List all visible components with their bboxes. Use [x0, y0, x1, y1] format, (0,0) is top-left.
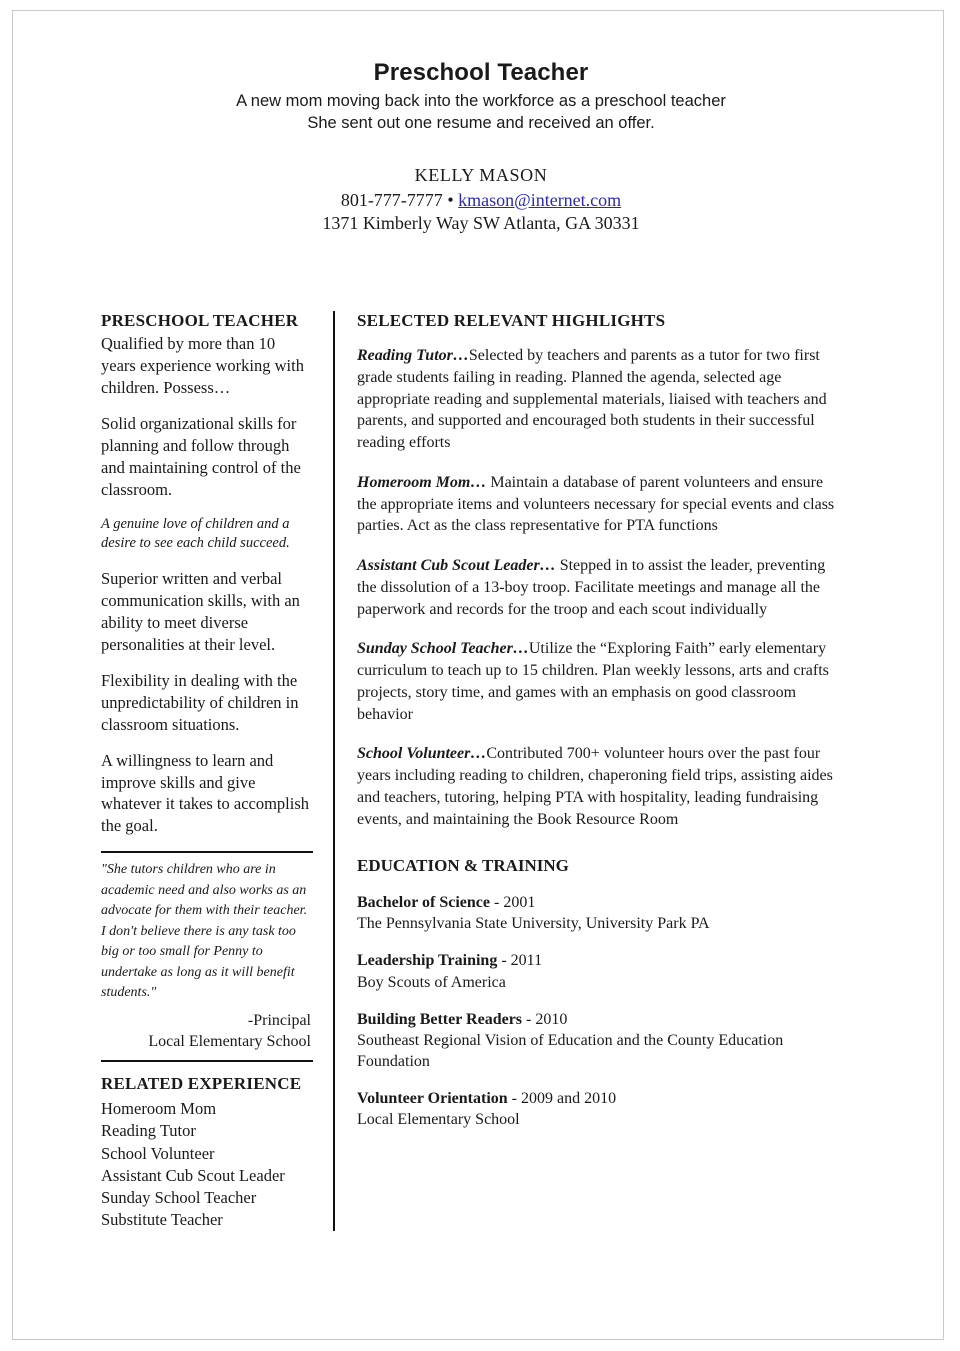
contact-separator: • [447, 189, 454, 210]
section-heading-preschool-teacher: PRESCHOOL TEACHER [101, 311, 299, 330]
education-institution: The Pennsylvania State University, University Park PA [357, 915, 710, 933]
education-institution: Local Elementary School [357, 1111, 520, 1129]
section-heading-related-experience: RELATED EXPERIENCE [101, 1074, 302, 1094]
testimonial-attribution-role: -Principal [247, 1012, 311, 1030]
highlight-title: Reading Tutor… [357, 347, 469, 364]
left-column [101, 311, 333, 1231]
section-heading-education-training: EDUCATION & TRAINING [357, 856, 569, 876]
highlight-text: Maintain a database of parent volunteers and ensure the appropriate items and volunteers necessary for special events and class parties. Act as the class representative for PTA functions [357, 473, 835, 535]
highlight-title: School Volunteer… [357, 745, 487, 763]
highlight-text: Stepped in to assist the leader, preventing the dissolution of a 13-boy troop. Facilitate meetings and manage all the paperwork and records for the troop and each scout individually [357, 557, 826, 618]
candidate-email-link[interactable]: kmason@internet.com [458, 189, 622, 210]
related-experience-list [101, 1098, 313, 1230]
education-entry [357, 1088, 835, 1130]
page-subtitle-line-1: A new mom moving back into the workforce as a preschool teacher [236, 92, 726, 110]
education-year: - 2009 and 2010 [507, 1090, 617, 1108]
education-year: - 2001 [490, 894, 536, 912]
candidate-address: 1371 Kimberly Way SW Atlanta, GA 30331 [322, 212, 640, 233]
summary-paragraph: Solid organizational skills for planning and follow through and maintaining control of the classroom. [101, 413, 301, 499]
page-subtitle-line-2: She sent out one resume and received an offer. [307, 114, 655, 133]
testimonial-divider [101, 1060, 313, 1062]
highlight-title: Homeroom Mom… [357, 473, 487, 491]
education-entry [357, 892, 835, 934]
candidate-phone: 801-777-7777 [340, 189, 443, 210]
summary-paragraph: Qualified by more than 10 years experience working with children. Possess… [101, 334, 304, 397]
education-year: - 2011 [497, 952, 543, 970]
education-degree: Building Better Readers [357, 1010, 523, 1028]
document-header [101, 59, 861, 234]
testimonial-attribution-org: Local Elementary School [148, 1032, 311, 1050]
education-degree: Volunteer Orientation [357, 1090, 508, 1108]
testimonial-attribution [101, 1011, 313, 1052]
resume-page [12, 10, 944, 1340]
list-item: Substitute Teacher [101, 1209, 223, 1229]
list-item: School Volunteer [101, 1143, 215, 1163]
summary-paragraph: Flexibility in dealing with the unpredictability of children in classroom situations. [101, 670, 299, 734]
testimonial-block [101, 851, 313, 1052]
section-heading-selected-relevant-highlights: SELECTED RELEVANT HIGHLIGHTS [357, 311, 666, 330]
education-entry [357, 950, 835, 992]
header-spacer [101, 135, 861, 165]
education-degree: Leadership Training [357, 952, 498, 970]
candidate-name: KELLY MASON [414, 164, 548, 185]
highlight-text: Utilize the “Exploring Faith” early elementary curriculum to teach up to 15 children. Plan weekly lessons, arts and crafts projects, story time, and games with an emphasis on good classroom behavior [357, 640, 829, 723]
right-column [335, 311, 835, 1146]
education-entry [357, 1009, 835, 1072]
highlight-title: Assistant Cub Scout Leader… [357, 557, 556, 574]
highlight-item [357, 472, 835, 537]
summary-paragraph: Superior written and verbal communication skills, with an ability to meet diverse personalities at their level. [101, 569, 300, 654]
summary-paragraph: A willingness to learn and improve skills and give whatever it takes to accomplish the goal. [101, 750, 310, 836]
highlight-item [357, 345, 835, 454]
list-item: Reading Tutor [101, 1121, 196, 1141]
summary-paragraph: A genuine love of children and a desire to see each child succeed. [101, 515, 290, 552]
highlight-item [357, 555, 835, 620]
list-item: Homeroom Mom [101, 1099, 217, 1119]
highlight-text: Contributed 700+ volunteer hours over the past four years including reading to children, chaperoning field trips, assisting aides and teachers, tutoring, helping PTA with hospitality, leading fundraising events, and maintaining the Book Resource Room [357, 745, 833, 828]
education-institution: Boy Scouts of America [357, 973, 506, 991]
list-item: Assistant Cub Scout Leader [101, 1165, 285, 1185]
candidate-contact [101, 190, 861, 211]
highlight-item [357, 638, 835, 725]
education-year: - 2010 [522, 1010, 568, 1028]
testimonial-quote: "She tutors children who are in academic need and also works as an advocate for them with their teacher. I don't believe there is any task too big or too small for Penny to undertake as long as it will benefit students." [101, 862, 308, 1000]
list-item: Sunday School Teacher [101, 1187, 257, 1207]
education-institution: Southeast Regional Vision of Education and the County Education Foundation [357, 1031, 784, 1070]
highlight-item [357, 743, 835, 830]
education-degree: Bachelor of Science [357, 894, 491, 912]
page-title: Preschool Teacher [373, 59, 589, 86]
highlight-text: Selected by teachers and parents as a tutor for two first grade students failing in reading. Planned the agenda, selected age appropriate reading and supplemental materials, liaised with teachers and parents, and supported and encouraged both students in their successful reading efforts [357, 347, 827, 451]
resume-body [101, 311, 871, 1231]
highlight-title: Sunday School Teacher… [357, 640, 529, 658]
